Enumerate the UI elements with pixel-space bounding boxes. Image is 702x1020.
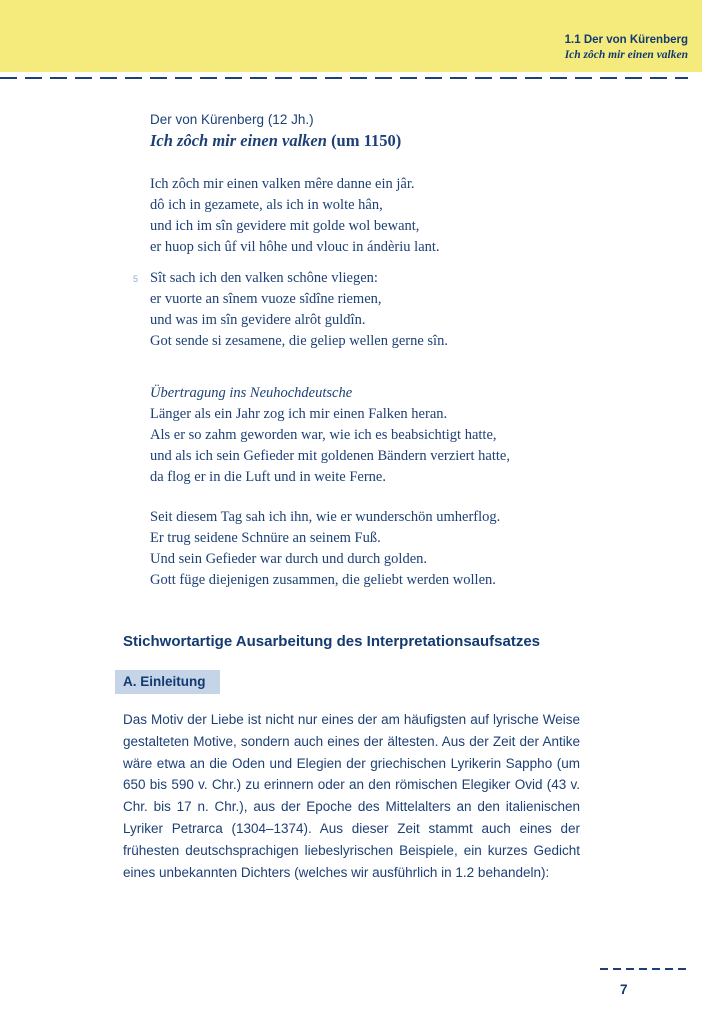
verse-line: Als er so zahm geworden war, wie ich es beabsichtigt hatte, bbox=[150, 427, 497, 443]
verse-line: Got sende si zesamene, die geliep wellen gerne sîn. bbox=[150, 333, 448, 349]
page-header-band bbox=[0, 0, 702, 72]
subsection-label: A. Einleitung bbox=[123, 674, 206, 689]
poem-title-year: (um 1150) bbox=[326, 131, 402, 150]
verse-line: Und sein Gefieder war durch und durch golden. bbox=[150, 551, 428, 567]
poem-title-italic: Ich zôch mir einen valken bbox=[150, 131, 327, 150]
verse-line: Ich zôch mir einen valken mêre danne ein jâr. bbox=[150, 176, 415, 192]
verse-line: Er trug seidene Schnüre an seinem Fuß. bbox=[150, 530, 381, 546]
verse-line: und was im sîn gevidere alrôt guldîn. bbox=[150, 312, 366, 328]
subsection-label-box bbox=[115, 670, 220, 694]
translation-stanza-1 bbox=[150, 404, 702, 488]
verse-line: Gott füge diejenigen zusammen, die geliebt werden wollen. bbox=[150, 572, 496, 588]
translation-heading: Übertragung ins Neuhochdeutsche bbox=[150, 385, 353, 401]
mhg-stanza-2 bbox=[133, 268, 702, 352]
verse-line: Seit diesem Tag sah ich ihn, wie er wunderschön umherflog. bbox=[150, 509, 501, 525]
verse-line: da flog er in die Luft und in weite Ferne. bbox=[150, 469, 386, 485]
verse-line: Länger als ein Jahr zog ich mir einen Falken heran. bbox=[150, 406, 448, 422]
verse-line: dô ich in gezamete, als ich in wolte hân, bbox=[150, 197, 383, 213]
header-section-label: 1.1 Der von Kürenberg bbox=[564, 34, 688, 46]
verse-line: Sît sach ich den valken schône vliegen: bbox=[150, 270, 378, 286]
translation-section bbox=[150, 383, 702, 591]
footer-dashed-rule bbox=[600, 968, 686, 970]
header-poem-title: Ich zôch mir einen valken bbox=[564, 49, 688, 61]
intro-paragraph: Das Motiv der Liebe ist nicht nur eines der am häufigsten auf lyrische Weise gestalteten Motive, sondern auch eines der ältesten. Aus der Zeit der Antike wäre etwa an die Oden und Elegien der griechischen Lyrikerin Sappho (um 650 bis 590 v. Chr.) zu erinnern oder an den römischen Elegiker Ovid (43 v. Chr. bis 17 n. Chr.), aus der Epoche des Mittelalters an den italienischen Lyriker Petrarca (1304–1374). Aus dieser Zeit stammt auch eines der frühesten deutschsprachigen liebeslyrischen Beispiele, ein kurzes Gedicht eines unbekannten Dichters (welches wir ausführlich in 1.2 behandeln): bbox=[123, 712, 580, 880]
mhg-stanza-1 bbox=[150, 174, 702, 258]
poem-section bbox=[133, 111, 702, 352]
verse-line: und ich im sîn gevidere mit golde wol bewant, bbox=[150, 218, 420, 234]
verse-line: er huop sich ûf vil hôhe und vlouc in ándèriu lant. bbox=[150, 239, 440, 255]
page-content bbox=[0, 79, 702, 883]
page-number: 7 bbox=[620, 982, 628, 997]
verse-line: und als ich sein Gefieder mit goldenen Bändern verziert hatte, bbox=[150, 448, 510, 464]
interpretation-heading: Stichwortartige Ausarbeitung des Interpretationsaufsatzes bbox=[123, 633, 541, 650]
verse-line-number: 5 bbox=[133, 274, 139, 284]
translation-stanza-2 bbox=[150, 507, 702, 591]
header-text-block bbox=[565, 33, 688, 63]
verse-line: er vuorte an sînem vuoze sîdîne riemen, bbox=[150, 291, 382, 307]
poem-author-line: Der von Kürenberg (12 Jh.) bbox=[150, 112, 314, 127]
poem-title bbox=[150, 130, 702, 151]
